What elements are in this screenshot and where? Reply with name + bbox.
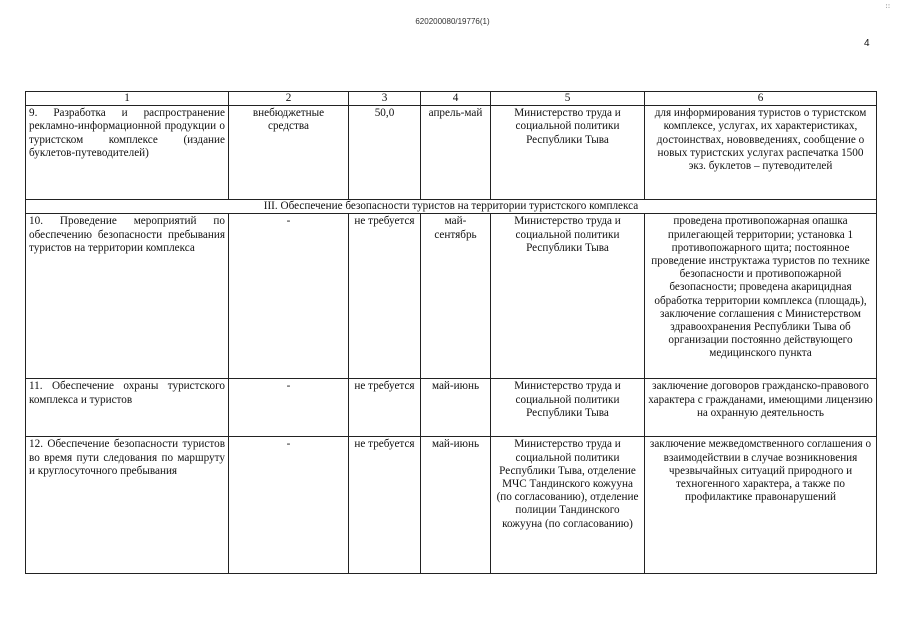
table-header-row xyxy=(26,92,877,106)
column-number-1: 1 xyxy=(26,92,229,106)
table-row xyxy=(26,379,877,437)
activity-cell: 9. Разработка и распространение рекламно-информационной продукции о туристском комплексе (издание буклетов-путеводителей) xyxy=(26,106,229,200)
activity-cell: 10. Проведение мероприятий по обеспечению безопасности пребывания туристов на территории комплекса xyxy=(26,214,229,379)
section-header-row xyxy=(26,200,877,214)
result-cell: заключение межведомственного соглашения о взаимодействии в случае возникновения чрезвычайных ситуаций природного и техногенного характера, а также по профилактике правонарушений xyxy=(645,437,877,574)
responsible-cell: Министерство труда и социальной политики Республики Тыва, отделение МЧС Тандинского кожууна (по согласованию), отделение полиции Тандинского кожууна (по согласованию) xyxy=(491,437,645,574)
amount-cell: не требуется xyxy=(349,437,421,574)
responsible-cell: Министерство труда и социальной политики Республики Тыва xyxy=(491,379,645,437)
section-title: III. Обеспечение безопасности туристов на территории туристского комплекса xyxy=(26,200,877,214)
amount-cell: не требуется xyxy=(349,214,421,379)
table-row xyxy=(26,106,877,200)
document-id: 620200080/19776(1) xyxy=(415,17,490,26)
period-cell: апрель-май xyxy=(421,106,491,200)
scan-corner-mark: ⁘ xyxy=(880,0,893,14)
amount-cell: 50,0 xyxy=(349,106,421,200)
table-row xyxy=(26,214,877,379)
result-cell: проведена противопожарная опашка прилегающей территории; установка 1 противопожарного щита; постоянное проведение инструктажа туристов по технике безопасности и противопожарной безопасности; проведена акарицидная обработка территории комплекса (площадь), заключение соглашения с Министерством здравоохранения Республики Тыва об организации постоянно действующего медицинского пункта xyxy=(645,214,877,379)
period-cell: май-сентябрь xyxy=(421,214,491,379)
column-number-3: 3 xyxy=(349,92,421,106)
responsible-cell: Министерство труда и социальной политики Республики Тыва xyxy=(491,106,645,200)
funding-source-cell: - xyxy=(229,379,349,437)
responsible-cell: Министерство труда и социальной политики Республики Тыва xyxy=(491,214,645,379)
funding-source-cell: - xyxy=(229,437,349,574)
column-number-4: 4 xyxy=(421,92,491,106)
result-cell: заключение договоров гражданско-правового характера с гражданами, имеющими лицензию на охранную деятельность xyxy=(645,379,877,437)
period-cell: май-июнь xyxy=(421,437,491,574)
activity-cell: 12. Обеспечение безопасности туристов во время пути следования по маршруту и круглосуточного пребывания xyxy=(26,437,229,574)
column-number-2: 2 xyxy=(229,92,349,106)
funding-source-cell: - xyxy=(229,214,349,379)
result-cell: для информирования туристов о туристском комплексе, услугах, их характеристиках, достоинствах, нововведениях, сообщение о новых туристских услугах распечатка 1500 экз. буклетов – путеводителей xyxy=(645,106,877,200)
amount-cell: не требуется xyxy=(349,379,421,437)
page-number: 4 xyxy=(864,38,870,49)
column-number-5: 5 xyxy=(491,92,645,106)
funding-source-cell: внебюджетные средства xyxy=(229,106,349,200)
activity-plan-table xyxy=(25,91,877,574)
table-row xyxy=(26,437,877,574)
period-cell: май-июнь xyxy=(421,379,491,437)
column-number-6: 6 xyxy=(645,92,877,106)
activity-cell: 11. Обеспечение охраны туристского комплекса и туристов xyxy=(26,379,229,437)
